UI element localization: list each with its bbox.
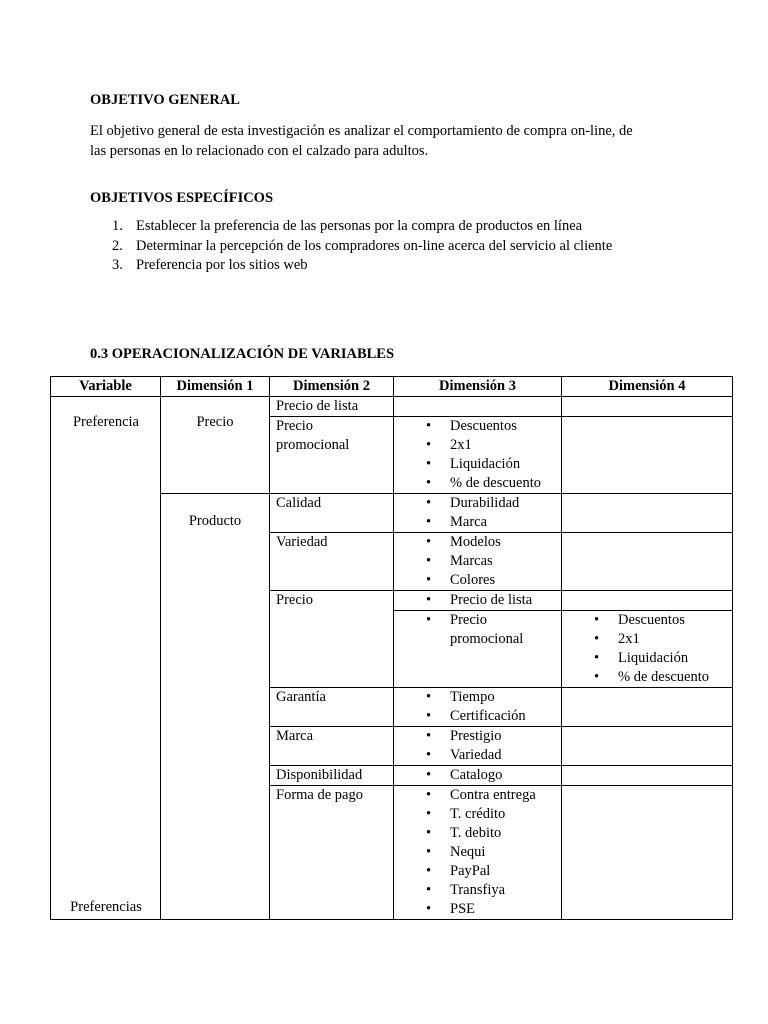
cell-text: promocional	[450, 631, 524, 647]
list-item: • Precio	[400, 611, 561, 630]
list-item: • Nequi	[400, 843, 561, 862]
objetivos-list	[90, 217, 612, 276]
cell: Variedad	[270, 533, 394, 591]
list-text: Establecer la preferencia de las personas por la compra de productos en línea	[136, 218, 583, 234]
bullet-list	[400, 727, 561, 765]
list-item: • T. crédito	[400, 805, 561, 824]
list-item: • 2x1	[400, 436, 561, 455]
list-item: • T. debito	[400, 824, 561, 843]
cell	[562, 688, 733, 727]
list-item: • Prestigio	[400, 727, 561, 746]
variable-label-bottom: Preferencias	[70, 899, 142, 915]
dimension1-label: Producto	[188, 513, 242, 529]
list-item	[90, 237, 612, 257]
variable-label-top: Preferencia	[72, 414, 139, 430]
list-item: • % de descuento	[568, 668, 732, 687]
cell	[394, 494, 562, 533]
bullet-list	[400, 611, 561, 649]
objetivo-general-heading: OBJETIVO GENERAL	[90, 92, 240, 108]
cell: Disponibilidad	[270, 766, 394, 786]
cell: Garantía	[270, 688, 394, 727]
list-number: 2.	[112, 237, 123, 254]
cell: Forma de pago	[270, 786, 394, 920]
cell	[562, 494, 733, 533]
bullet-list	[568, 611, 732, 687]
cell: Marca	[270, 727, 394, 766]
list-item	[90, 256, 612, 276]
paragraph-line: las personas en lo relacionado con el calzado para adultos.	[90, 143, 429, 159]
table-header-row	[51, 377, 733, 397]
list-item: • Contra entrega	[400, 786, 561, 805]
cell: Calidad	[270, 494, 394, 533]
dimension1-precio-cell	[161, 397, 270, 494]
cell	[394, 688, 562, 727]
list-number: 3.	[112, 257, 123, 273]
bullet-list	[400, 786, 561, 919]
list-continuation	[400, 630, 561, 649]
cell	[394, 533, 562, 591]
list-text: Preferencia por los sitios web	[136, 257, 308, 273]
bullet-list	[400, 533, 561, 590]
list-item: • Descuentos	[568, 611, 732, 630]
cell	[562, 611, 733, 688]
list-item: • PayPal	[400, 862, 561, 881]
cell	[394, 611, 562, 688]
cell	[394, 786, 562, 920]
objetivos-especificos-heading: OBJETIVOS ESPECÍFICOS	[90, 190, 274, 206]
cell	[394, 397, 562, 417]
column-header: Dimensión 2	[270, 377, 394, 397]
list-item: • Descuentos	[400, 417, 561, 436]
list-item: • Colores	[400, 571, 561, 590]
list-item: • Catalogo	[400, 766, 561, 785]
list-item: • Durabilidad	[400, 494, 561, 513]
list-item: • PSE	[400, 900, 561, 919]
cell: Precio de lista	[270, 397, 394, 417]
list-item: • Transfiya	[400, 881, 561, 900]
list-item: • Variedad	[400, 746, 561, 765]
list-item: • Liquidación	[568, 649, 732, 668]
column-header: Variable	[51, 377, 161, 397]
dimension1-label: Precio	[196, 414, 234, 430]
objetivo-general-paragraph	[90, 121, 690, 161]
operacionalizacion-table	[50, 376, 733, 920]
cell	[562, 786, 733, 920]
cell	[562, 397, 733, 417]
list-item: • Modelos	[400, 533, 561, 552]
bullet-list	[400, 494, 561, 532]
bullet-list	[400, 688, 561, 726]
bullet-list	[400, 417, 561, 493]
cell	[270, 417, 394, 494]
list-text: Determinar la percepción de los compradores on-line acerca del servicio al cliente	[136, 237, 613, 254]
cell	[394, 766, 562, 786]
bullet-list	[400, 766, 561, 785]
list-item	[90, 217, 612, 237]
variable-cell	[51, 397, 161, 920]
column-header: Dimensión 4	[562, 377, 733, 397]
list-item: • Marca	[400, 513, 561, 532]
cell	[562, 533, 733, 591]
list-item: • % de descuento	[400, 474, 561, 493]
dimension1-producto-cell	[161, 494, 270, 920]
cell-text: Precio	[276, 418, 314, 434]
cell	[394, 591, 562, 611]
cell	[562, 591, 733, 611]
list-item: • Liquidación	[400, 455, 561, 474]
cell: Precio	[270, 591, 394, 688]
cell	[562, 417, 733, 494]
column-header: Dimensión 1	[161, 377, 270, 397]
column-header: Dimensión 3	[394, 377, 562, 397]
table-row	[51, 397, 733, 417]
list-item: • 2x1	[568, 630, 732, 649]
cell-text: promocional	[276, 437, 350, 453]
list-number: 1.	[112, 218, 123, 234]
list-item: • Precio de lista	[400, 591, 561, 610]
operacionalizacion-heading: 0.3 OPERACIONALIZACIÓN DE VARIABLES	[90, 346, 395, 362]
list-item: • Tiempo	[400, 688, 561, 707]
bullet-list	[400, 591, 561, 610]
list-item: • Certificación	[400, 707, 561, 726]
cell	[394, 417, 562, 494]
cell	[562, 727, 733, 766]
cell	[562, 766, 733, 786]
list-item: • Marcas	[400, 552, 561, 571]
paragraph-line: El objetivo general de esta investigación es analizar el comportamiento de compra on-line, de	[90, 123, 633, 139]
cell	[394, 727, 562, 766]
